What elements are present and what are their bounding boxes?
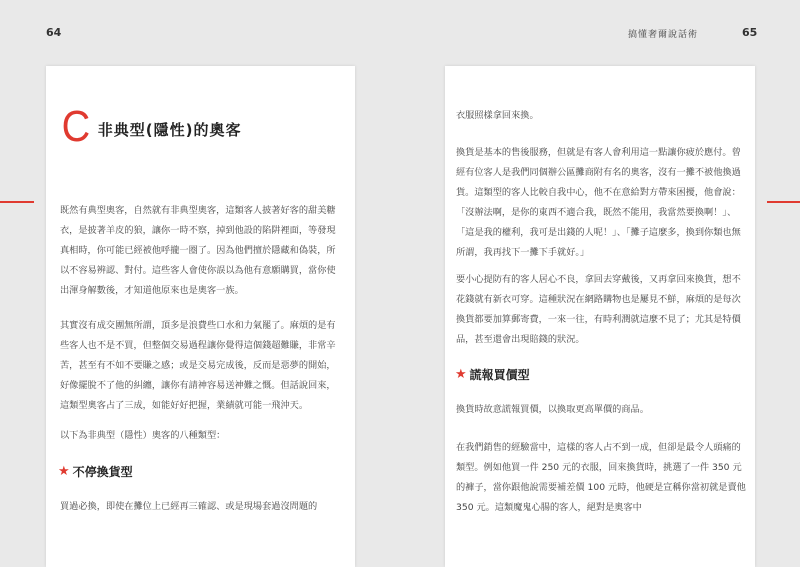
running-header: 搞懂奢爾說話術 — [628, 30, 699, 40]
section-heading-text: 謊報買價型 — [469, 368, 530, 382]
left-paragraph-2: 其實沒有成交團無所謂，頂多是浪費些口水和力氣罷了。麻煩的是有些客人也不是不買，但整個交易過程讓你覺得這個錢超難賺，非常辛苦，甚至有不如不要賺之感；或是交易完成後，反而是惡夢的開始，好像擺脫不了他的糾纏，讓你有請神容易送神難之慨。但話說回來，這類型奧客占了三成，如能好好把握，業績就可能一飛沖天。 — [60, 320, 336, 411]
left-paragraph-3: 以下為非典型（隱性）奧客的八種類型： — [60, 430, 226, 441]
left-page — [46, 66, 355, 567]
left-margin-rule — [0, 201, 34, 203]
right-paragraph-5: 在我們銷售的經驗當中，這樣的客人占不到一成，但卻是最令人頭痛的類型。例如他買一件 250 元的衣服，回來換貨時，挑選了一件 350 元的褲子，當你跟他說需要補差價 100 元時，他硬是宣稱你當初就是賣他 350 元。這類魔鬼心腸的客人，絕對是奧客中 — [456, 442, 746, 513]
right-page — [445, 66, 755, 567]
right-paragraph-2: 換貨是基本的售後服務，但就是有客人會利用這一點讓你疲於應付。曾經有位客人是我們同個辦公區攤商附有名的奧客，沒有一攤不被他換過貨。這類型的客人比較自我中心，他不在意給對方帶來困擾，他會說：「沒辦法啊，是你的東西不適合我，既然不能用，我當然要換啊！」、「這是我的權利，我可是出錢的人呢！」、「攤子這麼多，換到你類也無所謂，我再找下一攤下手就好。」 — [456, 147, 741, 258]
section-heading-false-price — [455, 366, 530, 383]
right-paragraph-1: 衣服照樣拿回來換。 — [456, 110, 539, 121]
section-heading-exchange — [58, 463, 133, 480]
chapter-title: 非典型(隱性)的奧客 — [97, 120, 242, 139]
right-paragraph-3: 要小心提防有的客人居心不良，拿回去穿戴後，又再拿回來換貨，想不花錢就有新衣可穿。這種狀況在網路購物也是屢見不鮮，麻煩的是每次換貨都要加算郵寄費，一來一往，有時利潤就這麼不見了；尤其是特價品，甚至還會出現賠錢的狀況。 — [456, 274, 741, 345]
chapter-heading — [60, 102, 242, 151]
star-icon: ★ — [58, 464, 70, 479]
right-margin-rule — [767, 201, 800, 203]
left-page-number: 64 — [46, 26, 62, 39]
left-paragraph-1: 既然有典型奧客，自然就有非典型奧客，這類客人披著好客的甜美糖衣，是披著羊皮的狼，讓你一時不察，掉到他設的陷阱裡面，等發現真相時，你可能已經被他呼攏一圈了。因為他們擅於隱藏和偽裝，所以不容易辨認、對付。這些客人會使你誤以為他有意願購買，當你使出渾身解數後，才知道他原來也是奧客一族。 — [60, 205, 336, 296]
right-page-number: 65 — [742, 26, 758, 39]
star-icon: ★ — [455, 367, 467, 382]
left-paragraph-4: 買過必換，即使在攤位上已經再三確認、或是現場套過沒問題的 — [60, 501, 318, 512]
section-heading-text: 不停換貨型 — [72, 465, 133, 479]
right-paragraph-4: 換貨時故意謊報買價，以換取更高單價的商品。 — [456, 404, 649, 415]
chapter-letter: C — [61, 102, 91, 151]
